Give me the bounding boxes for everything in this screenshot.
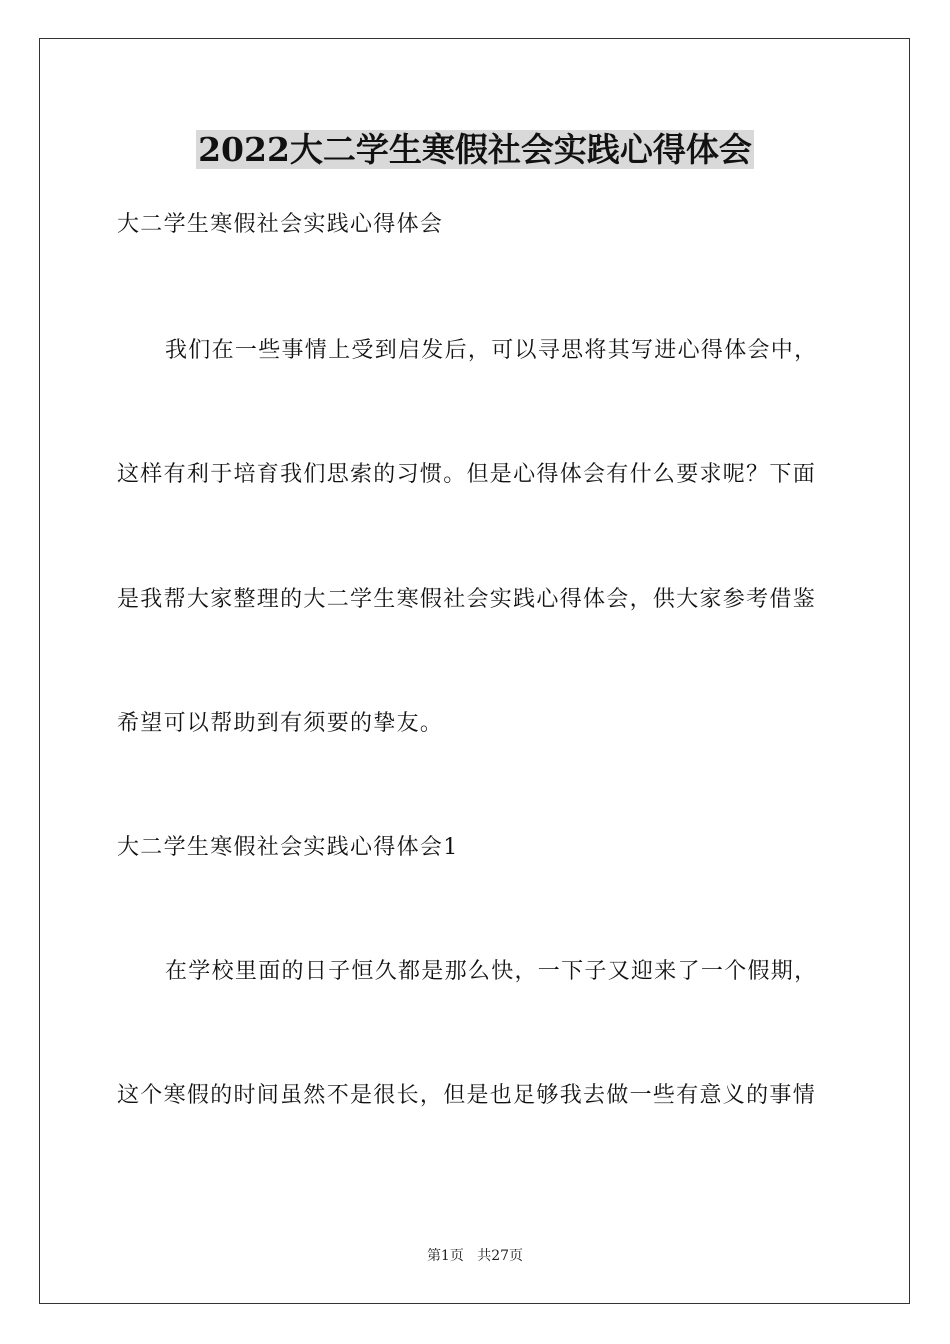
- subtitle-line: 大二学生寒假社会实践心得体会: [117, 212, 444, 237]
- page-number-current: 第1页: [426, 1248, 464, 1264]
- paragraph-line: 在学校里面的日子恒久都是那么快，一下子又迎来了一个假期，: [165, 959, 818, 984]
- paragraph-line: 希望可以帮助到有须要的挚友。: [117, 711, 444, 736]
- paragraph-line: 我们在一些事情上受到启发后，可以寻思将其写进心得体会中，: [165, 338, 818, 363]
- page-footer: [0, 1246, 950, 1266]
- paragraph-line: 这样有利于培育我们思索的习惯。但是心得体会有什么要求呢？下面: [117, 462, 817, 487]
- paragraph-line: 这个寒假的时间虽然不是很长，但是也足够我去做一些有意义的事情: [117, 1083, 817, 1108]
- document-title-text: 2022大二学生寒假社会实践心得体会: [198, 130, 752, 169]
- page-number-total: 共27页: [477, 1248, 524, 1264]
- section-heading-line: 大二学生寒假社会实践心得体会1: [117, 835, 459, 860]
- document-title: [0, 126, 950, 174]
- paragraph-line: 是我帮大家整理的大二学生寒假社会实践心得体会，供大家参考借鉴: [117, 587, 817, 612]
